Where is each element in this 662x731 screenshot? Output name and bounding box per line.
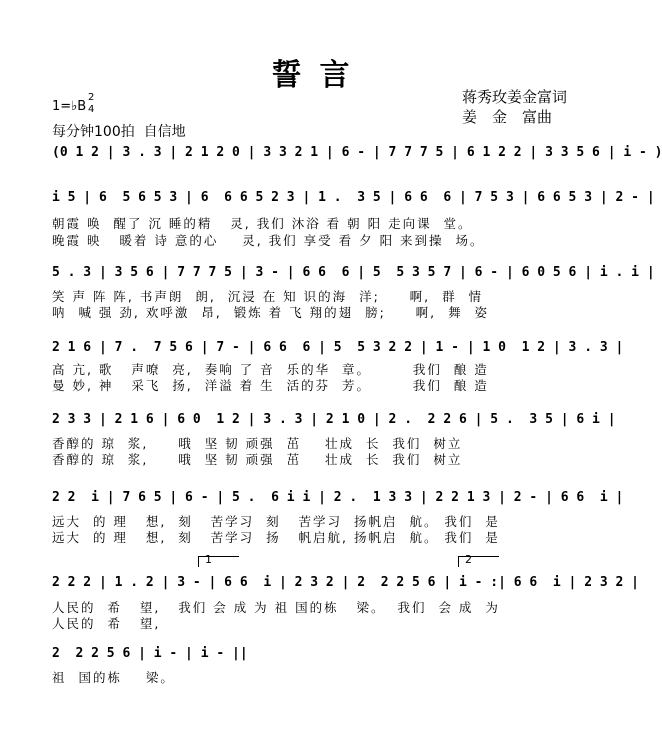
lyric-line-6a: 远大 的 理 想, 刻 苦学习 刻 苦学习 扬帆启 航。 我们 是 — [52, 514, 500, 529]
score-line-8: 2 2 2 5 6 | i - | i - || — [52, 646, 248, 661]
score-line-1: (0 1 2 | 3 . 3 | 2 1 2 0 | 3 3 2 1 | 6 - | 7 7 7 5 | 6 1 2 2 | 3 3 5 6 | i - ) — [52, 145, 662, 160]
score-line-4: 2 1 6 | 7 . 7 5 6 | 7 - | 6 6 6 | 5 5 3 2 2 | 1 - | 1 0 1 2 | 3 . 3 | — [52, 340, 624, 355]
second-ending-bracket — [458, 553, 499, 567]
song-title: 誓言 — [271, 58, 368, 93]
lyric-line-5a: 香醇的 琼 浆, 哦 坚 韧 顽强 茁 壮成 长 我们 树立 — [52, 436, 463, 451]
lyric-line-4a: 高 亢, 歌 声嘹 亮, 奏响 了 音 乐的华 章。 我们 酿 造 — [52, 362, 489, 377]
lyric-line-2a: 朝霞 唤 醒了 沉 睡的精 灵, 我们 沐浴 看 朝 阳 走向课 堂。 — [52, 216, 473, 231]
time-signature-top: 2 — [88, 92, 95, 103]
lyric-line-4b: 曼 妙, 神 采飞 扬, 洋溢 着 生 活的芬 芳。 我们 酿 造 — [52, 378, 489, 393]
lyric-line-2b: 晚霞 映 暖着 诗 意的心 灵, 我们 享受 看 夕 阳 来到操 场。 — [52, 233, 485, 248]
lyric-line-6b: 远大 的 理 想, 刻 苦学习 扬 帆启航, 扬帆启 航。 我们 是 — [52, 530, 500, 545]
time-signature-bottom: 4 — [88, 104, 95, 115]
lyric-line-3a: 笑 声 阵 阵, 书声朗 朗, 沉浸 在 知 识的海 洋; 啊, 群 情 — [52, 289, 484, 304]
score-line-2: i 5 | 6 5 6 5 3 | 6 6 6 5 2 3 | 1 . 3 5 | 6 6 6 | 7 5 3 | 6 6 5 3 | 2 - | — [52, 190, 655, 205]
score-line-5: 2 3 3 | 2 1 6 | 6 0 1 2 | 3 . 3 | 2 1 0 | 2 . 2 2 6 | 5 . 3 5 | 6 i | — [52, 412, 616, 427]
second-ending-number: 2 — [465, 553, 472, 566]
score-line-3: 5 . 3 | 3 5 6 | 7 7 7 5 | 3 - | 6 6 6 | 5 5 3 5 7 | 6 - | 6 0 5 6 | i . i | — [52, 265, 655, 280]
score-line-6: 2 2 i | 7 6 5 | 6 - | 5 . 6 i i | 2 . 1 3 3 | 2 2 1 3 | 2 - | 6 6 i | — [52, 490, 624, 505]
score-line-7: 2 2 2 | 1 . 2 | 3 - | 6 6 i | 2 3 2 | 2 2 2 5 6 | i - :| 6 6 i | 2 3 2 | — [52, 575, 639, 590]
lyric-line-5b: 香醇的 琼 浆, 哦 坚 韧 顽强 茁 壮成 长 我们 树立 — [52, 452, 463, 467]
first-ending-number: 1 — [205, 553, 212, 566]
lyric-line-7b: 人民的 希 望, — [52, 616, 161, 631]
first-ending-bracket — [198, 553, 239, 567]
lyricist-credit: 蒋秀玫姜金富词 — [462, 88, 568, 106]
tempo-marking: 每分钟100拍 自信地 — [52, 124, 186, 140]
key-signature: 1=♭B — [52, 99, 87, 114]
lyric-line-3b: 呐 喊 强 劲, 欢呼激 昂, 锻炼 着 飞 翔的翅 膀; 啊, 舞 姿 — [52, 305, 490, 320]
lyric-line-8a: 祖 国的栋 梁。 — [52, 670, 175, 685]
lyric-line-7a: 人民的 希 望, 我们 会 成 为 祖 国的栋 梁。 我们 会 成 为 — [52, 600, 500, 615]
composer-credit: 姜 金 富曲 — [462, 108, 553, 126]
